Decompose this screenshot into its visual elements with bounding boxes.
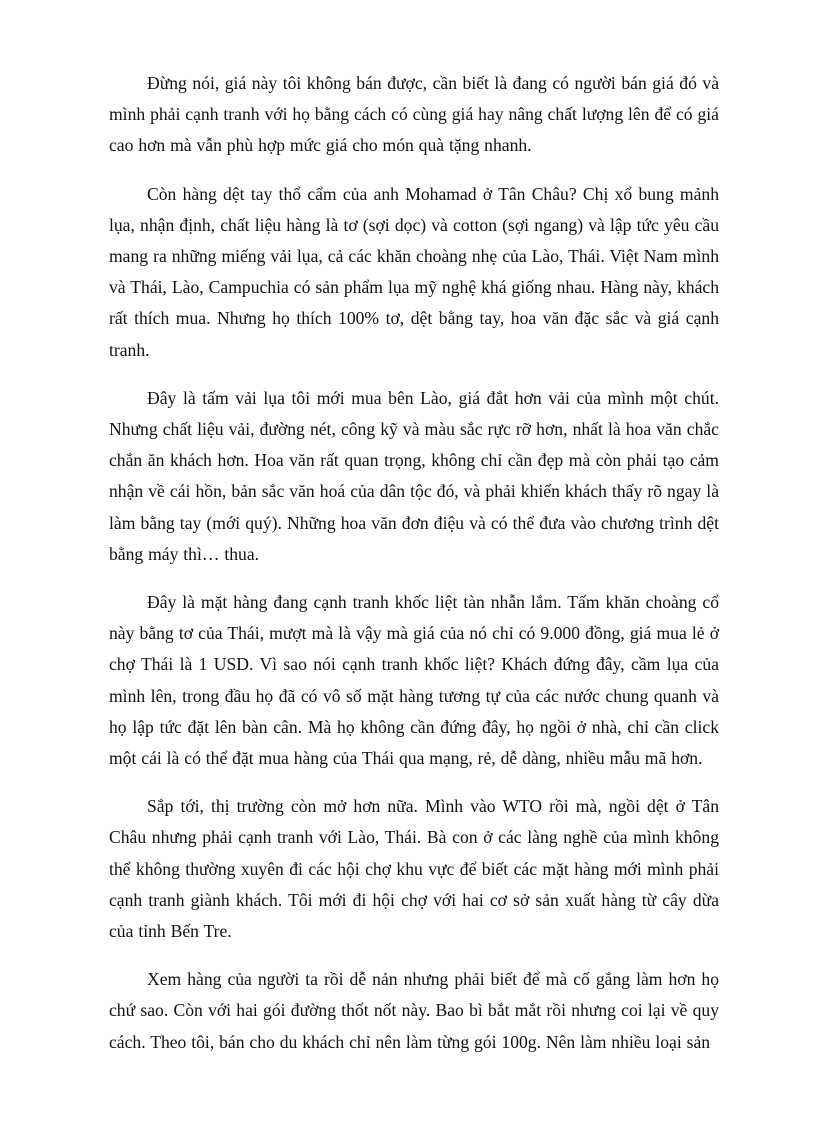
- document-body: [109, 68, 719, 1075]
- paragraph-5: Sắp tới, thị trường còn mở hơn nữa. Mình vào WTO rồi mà, ngồi dệt ở Tân Châu nhưng phải cạnh tranh với Lào, Thái. Bà con ở các làng nghề của mình không thể không thường xuyên đi các hội chợ khu vực để biết các mặt hàng mới mình phải cạnh tranh giành khách. Tôi mới đi hội chợ với hai cơ sở sản xuất hàng từ cây dừa của tỉnh Bến Tre.: [109, 796, 719, 942]
- paragraph-3: Đây là tấm vải lụa tôi mới mua bên Lào, giá đắt hơn vải của mình một chút. Nhưng chất liệu vải, đường nét, công kỹ và màu sắc rực rỡ hơn, nhất là hoa văn chắc chắn ăn khách hơn. Hoa văn rất quan trọng, không chỉ cần đẹp mà còn phải tạo cảm nhận về cái hồn, bản sắc văn hoá của dân tộc đó, và phải khiến khách thấy rõ ngay là làm bằng tay (mới quý). Những hoa văn đơn điệu và có thể đưa vào chương trình dệt bằng máy thì… thua.: [109, 387, 719, 564]
- paragraph-1: Đừng nói, giá này tôi không bán được, cần biết là đang có người bán giá đó và mình phải cạnh tranh với họ bằng cách có cùng giá hay nâng chất lượng lên để có giá cao hơn mà vẫn phù hợp mức giá cho món quà tặng nhanh.: [109, 73, 719, 156]
- paragraph-2: Còn hàng dệt tay thổ cẩm của anh Mohamad ở Tân Châu? Chị xổ bung mảnh lụa, nhận định, chất liệu hàng là tơ (sợi dọc) và cotton (sợi ngang) và lập tức yêu cầu mang ra những miếng vải lụa, cả các khăn choàng nhẹ của Lào, Thái. Việt Nam mình và Thái, Lào, Campuchia có sản phẩm lụa mỹ nghệ khá giống nhau. Hàng này, khách rất thích mua. Nhưng họ thích 100% tơ, dệt bằng tay, hoa văn đặc sắc và giá cạnh tranh.: [109, 183, 719, 360]
- paragraph-6: Xem hàng của người ta rồi dễ nản nhưng phải biết để mà cố gắng làm hơn họ chứ sao. Còn với hai gói đường thốt nốt này. Bao bì bắt mắt rồi nhưng coi lại về quy cách. Theo tôi, bán cho du khách chỉ nên làm từng gói 100g. Nên làm nhiều loại sản: [109, 969, 719, 1052]
- paragraph-4: Đây là mặt hàng đang cạnh tranh khốc liệt tàn nhẫn lắm. Tấm khăn choàng cổ này bằng tơ của Thái, mượt mà là vậy mà giá của nó chỉ có 9.000 đồng, giá mua lẻ ở chợ Thái là 1 USD. Vì sao nói cạnh tranh khốc liệt? Khách đứng đây, cầm lụa của mình lên, trong đầu họ đã có vô số mặt hàng tương tự của các nước chung quanh và họ lập tức đặt lên bàn cân. Mà họ không cần đứng đây, họ ngồi ở nhà, chỉ cần click một cái là có thể đặt mua hàng của Thái qua mạng, rẻ, dễ dàng, nhiều mẫu mã hơn.: [109, 592, 719, 769]
